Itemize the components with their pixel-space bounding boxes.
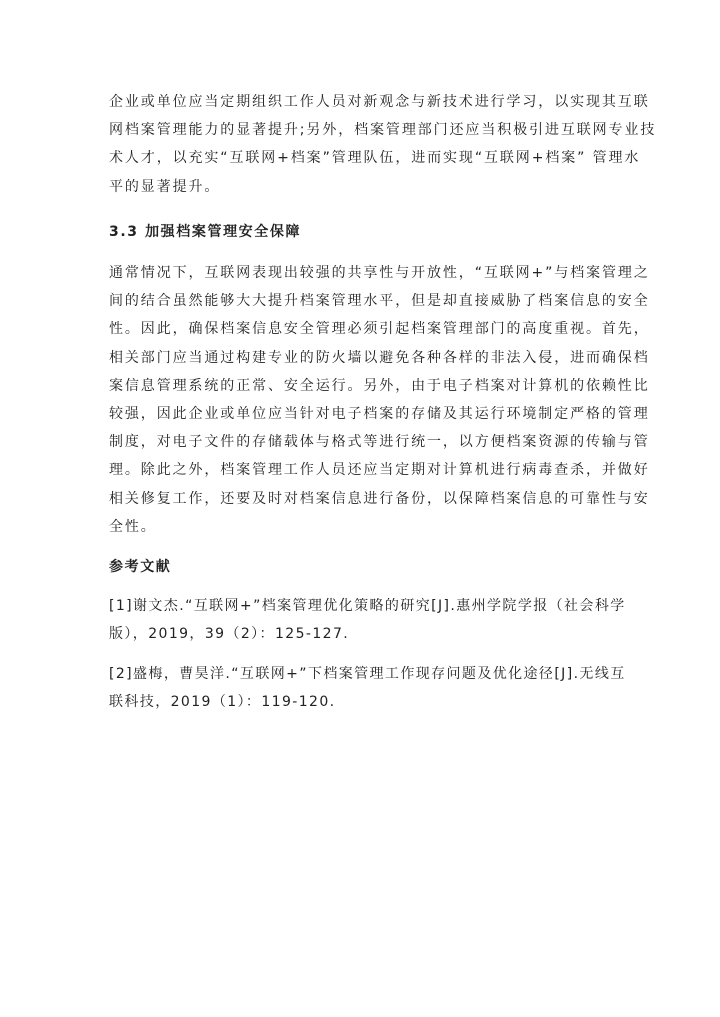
section-paragraph bbox=[109, 259, 650, 541]
section-heading: 3.3 加强档案管理安全保障 bbox=[109, 223, 302, 240]
references-heading: 参考文献 bbox=[109, 559, 172, 576]
paragraph-line: 间的结合虽然能够大大提升档案管理水平，但是却直接威胁了档案信息的安全 bbox=[109, 293, 650, 310]
paragraph-line: 网档案管理能力的显著提升;另外，档案管理部门还应当积极引进互联网专业技 bbox=[109, 122, 657, 139]
paragraph-line: 制度，对电子文件的存储载体与格式等进行统一，以方便档案资源的传输与管 bbox=[109, 434, 650, 451]
reference-line: [1]谢文杰.“互联网+”档案管理优化策略的研究[J].惠州学院学报（社会科学 bbox=[109, 598, 626, 615]
reference-line: 联科技，2019（1）：119-120. bbox=[109, 693, 336, 710]
paragraph-line: 较强，因此企业或单位应当针对电子档案的存储及其运行环境制定严格的管理 bbox=[109, 406, 650, 423]
paragraph-line: 全性。 bbox=[109, 518, 157, 535]
paragraph-line: 案信息管理系统的正常、安全运行。另外，由于电子档案对计算机的依赖性比 bbox=[109, 377, 650, 394]
reference-line: [2]盛梅，曹昊洋.“互联网+”下档案管理工作现存问题及优化途径[J].无线互 bbox=[109, 665, 626, 682]
continuation-paragraph bbox=[109, 88, 657, 201]
paragraph-line: 相关部门应当通过构建专业的防火墙以避免各种各样的非法入侵，进而确保档 bbox=[109, 349, 650, 366]
paragraph-line: 平的显著提升。 bbox=[109, 178, 221, 195]
paragraph-line: 企业或单位应当定期组织工作人员对新观念与新技术进行学习，以实现其互联 bbox=[109, 94, 650, 110]
paragraph-line: 术人才，以充实“互联网+档案”管理队伍，进而实现“互联网+档案” 管理水 bbox=[109, 150, 641, 167]
reference-line: 版），2019，39（2）：125-127. bbox=[109, 626, 350, 643]
paragraph-line: 通常情况下，互联网表现出较强的共享性与开放性，“互联网+”与档案管理之 bbox=[109, 265, 650, 282]
paragraph-line: 理。除此之外，档案管理工作人员还应当定期对计算机进行病毒查杀，并做好 bbox=[109, 462, 650, 479]
paragraph-line: 相关修复工作，还要及时对档案信息进行备份，以保障档案信息的可靠性与安 bbox=[109, 490, 650, 507]
reference-item bbox=[109, 660, 626, 716]
document-page bbox=[109, 88, 657, 716]
paragraph-line: 性。因此，确保档案信息安全管理必须引起档案管理部门的高度重视。首先， bbox=[109, 321, 650, 338]
reference-item bbox=[109, 592, 626, 648]
